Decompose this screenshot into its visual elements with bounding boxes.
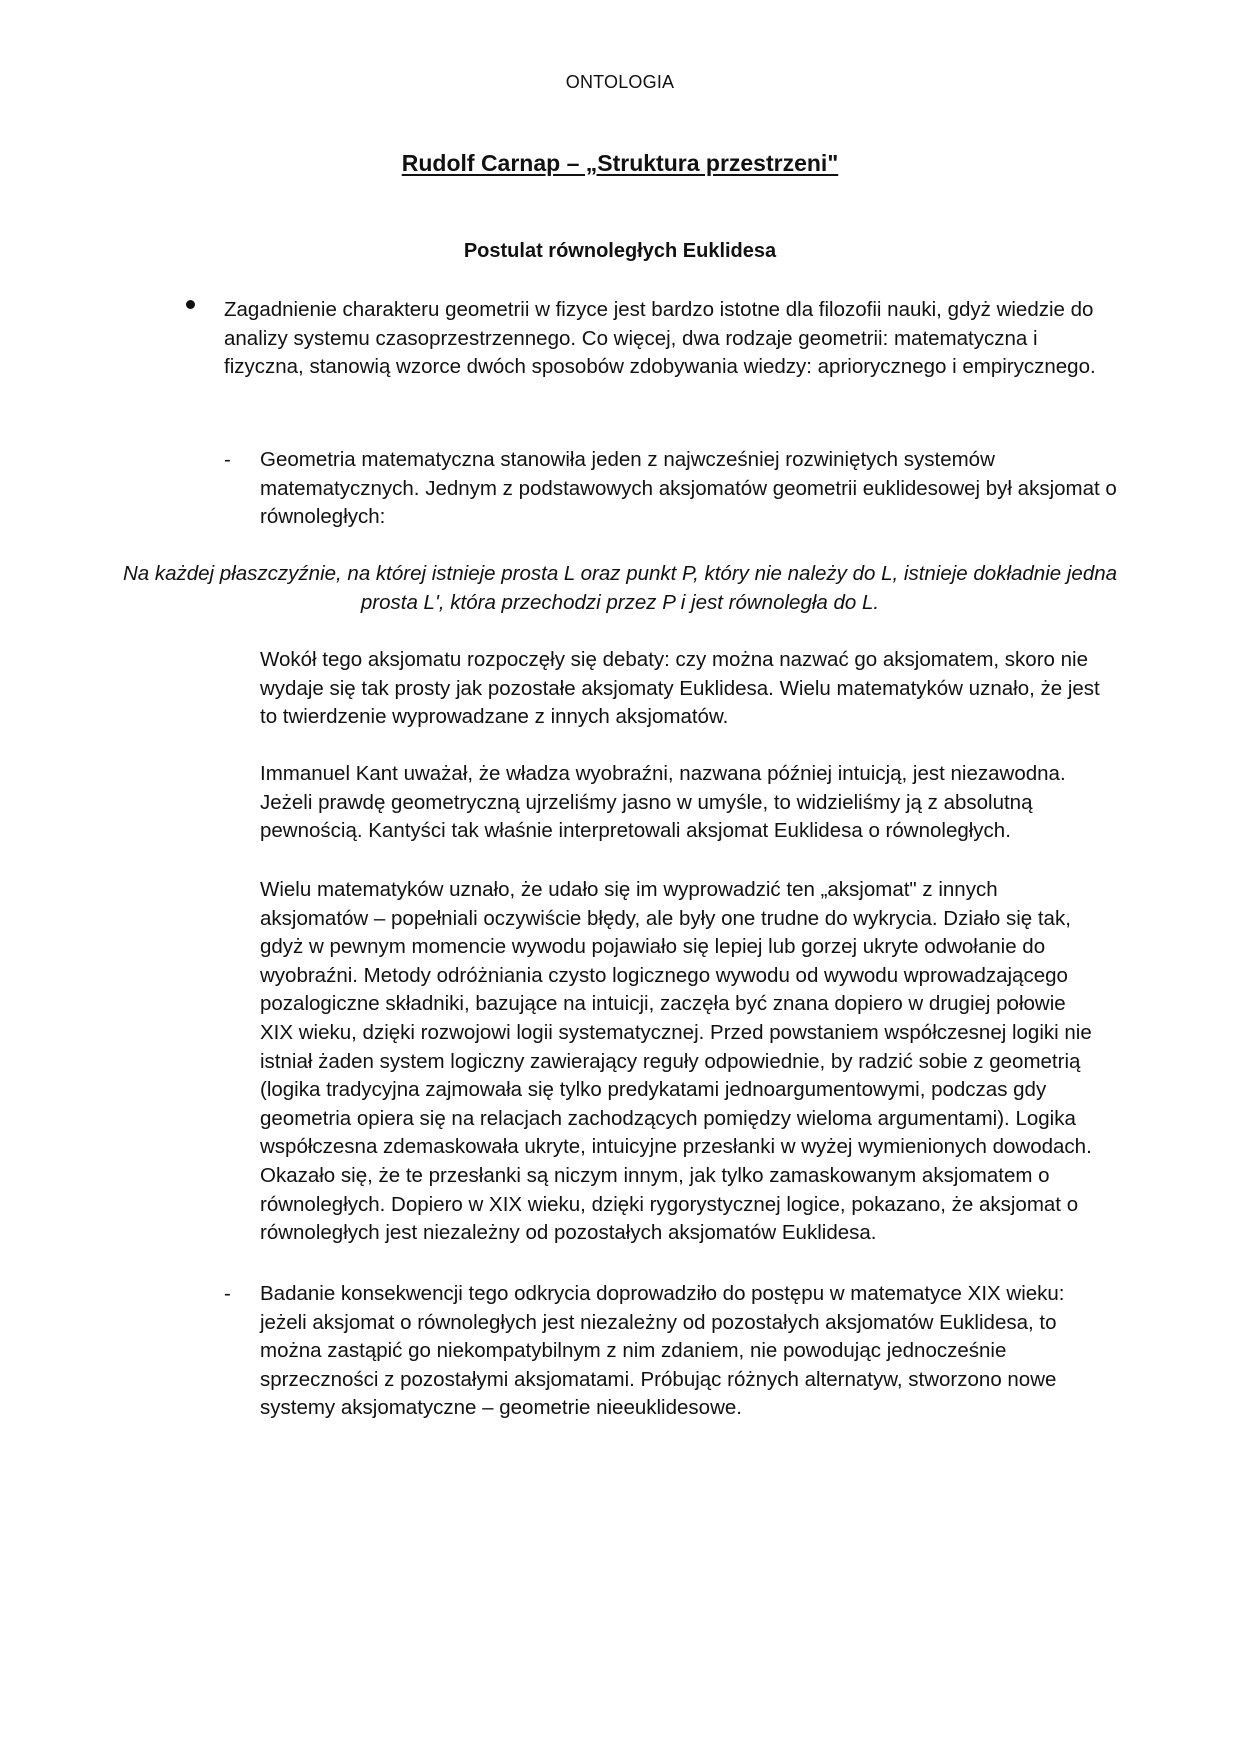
dash-item-2: Badanie konsekwencji tego odkrycia doprowadziło do postępu w matematyce XIX wieku: jeżeli aksjomat o równoległych jest niezależny od pozostałych aksjomatów Euklidesa, to można zastąpić go niekompatybilnym z nim zdaniem, nie powodując jednocześnie sprzeczności z pozostałymi aksjomatami. Próbując różnych alternatyw, stworzono nowe systemy aksjomatyczne – geometrie nieeuklidesowe.	[260, 1282, 1065, 1420]
dash-marker-2: -	[224, 1282, 231, 1305]
paragraph-kant: Immanuel Kant uważał, że władza wyobraźni, nazwana później intuicją, jest niezawodna. Jeżeli prawdę geometryczną ujrzeliśmy jasno w umyśle, to widzieliśmy ją z absolutną pewnością. Kantyści tak właśnie interpretowali aksjomat Euklidesa o równoległych.	[260, 762, 1066, 843]
section-heading: Postulat równoległych Euklidesa	[463, 240, 777, 262]
dash-marker-1: -	[224, 448, 231, 471]
bullet-icon	[186, 300, 195, 309]
axiom-quote: Na każdej płaszczyźnie, na której istnieje prosta L oraz punkt P, który nie należy do L, istnieje dokładnie jedna prosta L', która przechodzi przez P i jest równoległa do L.	[122, 562, 1118, 614]
document-header: ONTOLOGIA	[565, 72, 675, 92]
dash-item-1: Geometria matematyczna stanowiła jeden z najwcześniej rozwiniętych systemów matematycznych. Jednym z podstawowych aksjomatów geometrii euklidesowej był aksjomat o równoległych:	[260, 448, 1117, 529]
paragraph-debate: Wokół tego aksjomatu rozpoczęły się debaty: czy można nazwać go aksjomatem, skoro nie wydaje się tak prosty jak pozostałe aksjomaty Euklidesa. Wielu matematyków uznało, że jest to twierdzenie wyprowadzane z innych aksjomatów.	[260, 648, 1100, 729]
paragraph-logic: Wielu matematyków uznało, że udało się im wyprowadzić ten „aksjomat" z innych aksjomatów – popełniali oczywiście błędy, ale były one trudne do wykrycia. Działo się tak, gdyż w pewnym momencie wywodu pojawiało się lepiej lub gorzej ukryte odwołanie do wyobraźni. Metody odróżniania czysto logicznego wywodu od wywodu wprowadzającego pozalogiczne składniki, bazujące na intuicji, zaczęła być znana dopiero w drugiej połowie XIX wieku, dzięki rozwojowi logii systematycznej. Przed powstaniem współczesnej logiki nie istniał żaden system logiczny zawierający reguły odpowiednie, by radzić sobie z geometrią (logika tradycyjna zajmowała się tylko predykatami jednoargumentowymi, podczas gdy geometria opiera się na relacjach zachodzących pomiędzy wieloma argumentami). Logika współczesna zdemaskowała ukryte, intuicyjne przesłanki w wyżej wymienionych dowodach. Okazało się, że te przesłanki są niczym innym, jak tylko zamaskowanym aksjomatem o równoległych. Dopiero w XIX wieku, dzięki rygorystycznej logice, pokazano, że aksjomat o równoległych jest niezależny od pozostałych aksjomatów Euklidesa.	[260, 878, 1092, 1245]
bullet-paragraph: Zagadnienie charakteru geometrii w fizyce jest bardzo istotne dla filozofii nauki, gdyż wiedzie do analizy systemu czasoprzestrzennego. Co więcej, dwa rodzaje geometrii: matematyczna i fizyczna, stanowią wzorce dwóch sposobów zdobywania wiedzy: apriorycznego i empirycznego.	[224, 298, 1096, 379]
document-title: Rudolf Carnap – „Struktura przestrzeni"	[401, 150, 839, 176]
